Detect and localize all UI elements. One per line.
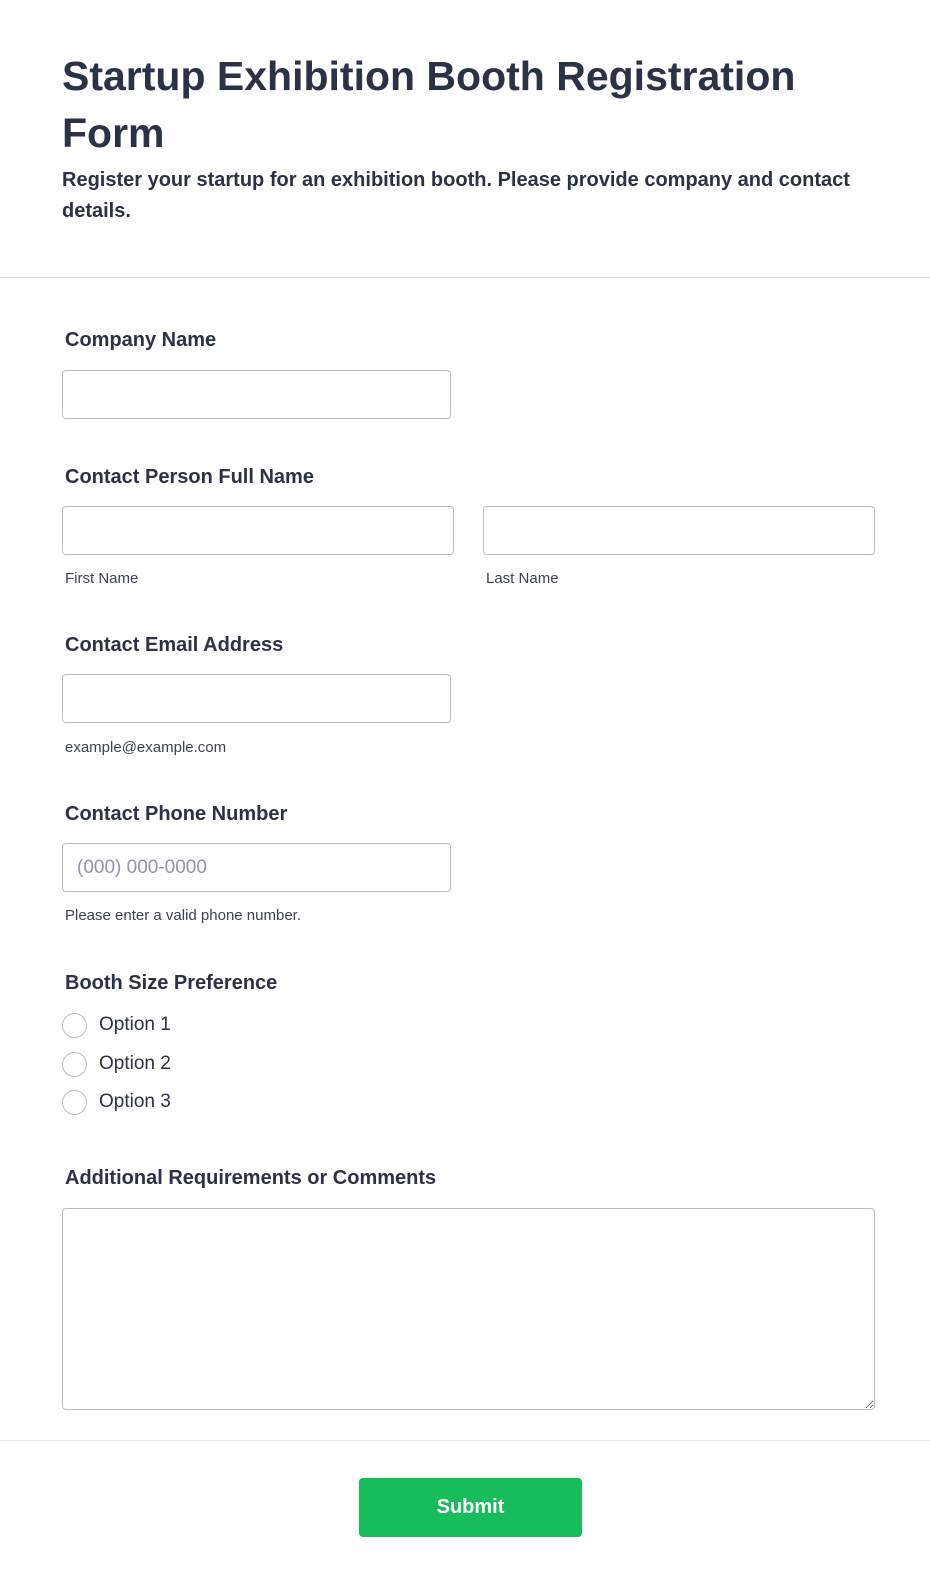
radio-circle-icon[interactable] xyxy=(62,1090,87,1115)
phone-label: Contact Phone Number xyxy=(65,803,288,825)
email-hint: example@example.com xyxy=(65,739,227,756)
form-header xyxy=(0,0,930,278)
phone-input[interactable] xyxy=(62,843,451,892)
last-name-input[interactable] xyxy=(483,506,875,555)
email-input[interactable] xyxy=(62,674,451,723)
email-label: Contact Email Address xyxy=(65,634,284,656)
comments-textarea[interactable] xyxy=(62,1208,875,1410)
first-name-input[interactable] xyxy=(62,506,454,555)
last-name-sublabel: Last Name xyxy=(486,570,559,587)
phone-hint: Please enter a valid phone number. xyxy=(65,907,301,924)
radio-circle-icon[interactable] xyxy=(62,1052,87,1077)
contact-name-label: Contact Person Full Name xyxy=(65,466,314,488)
form-title: Startup Exhibition Booth Registration Form xyxy=(62,53,796,156)
first-name-sublabel: First Name xyxy=(65,570,139,587)
booth-size-option-3[interactable] xyxy=(62,1088,171,1116)
comments-label: Additional Requirements or Comments xyxy=(65,1167,437,1189)
radio-option-label: Option 2 xyxy=(99,1053,171,1074)
radio-option-label: Option 3 xyxy=(99,1091,171,1112)
booth-size-label: Booth Size Preference xyxy=(65,972,278,994)
radio-option-label: Option 1 xyxy=(99,1014,171,1035)
footer-divider xyxy=(0,1440,930,1441)
booth-size-option-2[interactable] xyxy=(62,1050,171,1078)
form-subtitle: Register your startup for an exhibition booth. Please provide company and contact details. xyxy=(62,169,850,222)
booth-size-option-1[interactable] xyxy=(62,1011,171,1039)
company-name-input[interactable] xyxy=(62,370,451,419)
radio-circle-icon[interactable] xyxy=(62,1013,87,1038)
submit-button[interactable]: Submit xyxy=(359,1478,582,1537)
company-name-label: Company Name xyxy=(65,329,217,351)
